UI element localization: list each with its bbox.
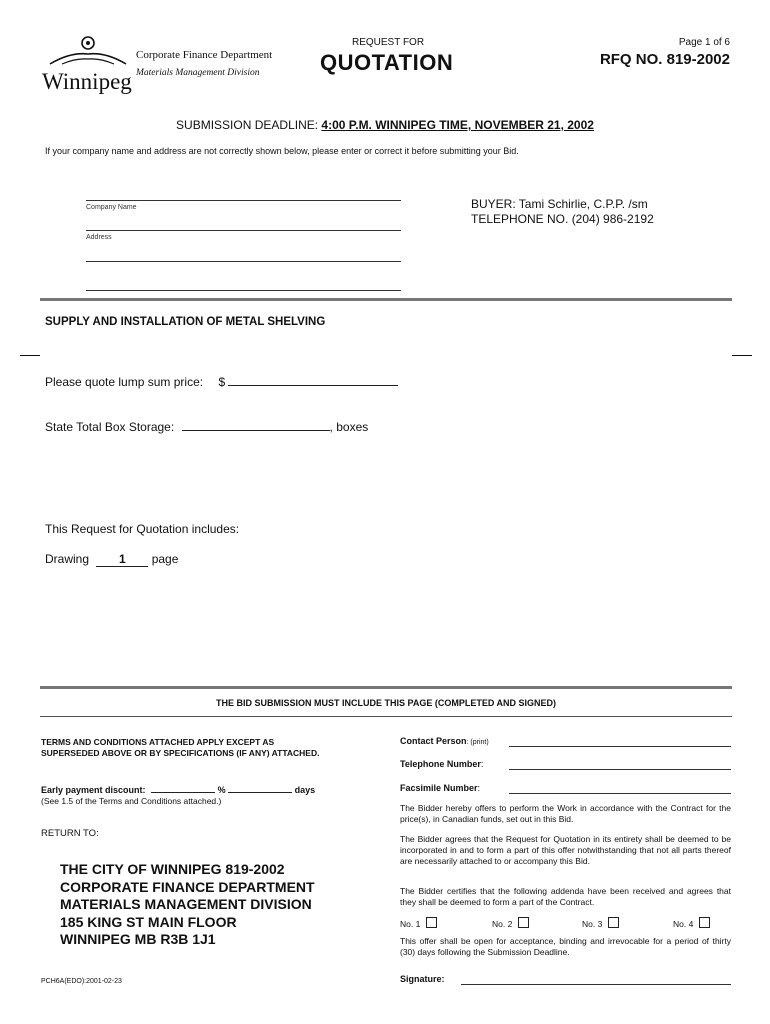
box-storage-row — [45, 419, 368, 434]
addenda-paragraph: The Bidder certifies that the following addenda have been received and agrees that they shall be deemed to form a part of the Contract. — [400, 886, 731, 907]
divider-top — [40, 298, 732, 301]
addendum-label: No. 4 — [673, 919, 694, 929]
margin-mark-left — [20, 355, 40, 356]
page-number: Page 1 of 6 — [678, 37, 730, 48]
quotation-title: QUOTATION — [320, 50, 454, 75]
addendum-2 — [492, 917, 529, 929]
telephone-number-label: Telephone Number — [400, 759, 481, 769]
contact-print-hint: : (print) — [466, 739, 489, 746]
terms-line-2: SUPERSEDED ABOVE OR BY SPECIFICATIONS (IF ANY) ATTACHED. — [41, 748, 320, 758]
address-field-2[interactable] — [86, 261, 401, 262]
lump-sum-field[interactable] — [228, 374, 398, 386]
address-line: MATERIALS MANAGEMENT DIVISION — [60, 896, 312, 912]
facsimile-number-label: Facsimile Number — [400, 783, 478, 793]
address-label: Address — [86, 234, 112, 241]
addendum-1-checkbox[interactable] — [426, 917, 437, 928]
city-emblem-icon — [40, 34, 130, 68]
currency-symbol: $ — [218, 375, 226, 389]
drawing-label: Drawing — [45, 552, 90, 566]
division-name: Materials Management Division — [136, 68, 260, 78]
addendum-2-checkbox[interactable] — [518, 917, 529, 928]
telephone-field[interactable] — [509, 769, 731, 770]
form-code: PCH6A(EDO):2001-02-23 — [41, 978, 122, 985]
addendum-4-checkbox[interactable] — [699, 917, 710, 928]
addendum-label: No. 3 — [582, 919, 603, 929]
early-payment-label: Early payment discount: — [41, 785, 146, 795]
addendum-label: No. 1 — [400, 919, 421, 929]
offer-paragraph: The Bidder hereby offers to perform the Work in accordance with the Contract for the price(s), in Canadian funds, set out in this Bid. — [400, 803, 731, 824]
drawing-row — [45, 552, 178, 567]
divider-bid-top — [40, 686, 732, 689]
buyer-name: BUYER: Tami Schirlie, C.P.P. /sm — [471, 197, 648, 211]
addendum-label: No. 2 — [492, 919, 513, 929]
lump-sum-label: Please quote lump sum price: — [45, 375, 204, 389]
signature-field[interactable] — [461, 984, 731, 985]
divider-bid-bottom — [40, 716, 732, 717]
percent-sign: % — [217, 785, 226, 795]
company-name-field[interactable] — [86, 200, 401, 201]
deadline-label: SUBMISSION DEADLINE: — [176, 118, 319, 132]
drawing-count: 1 — [119, 552, 126, 566]
addendum-3 — [582, 917, 619, 929]
signature-label: Signature: — [400, 974, 445, 984]
addendum-3-checkbox[interactable] — [608, 917, 619, 928]
company-name-label: Company Name — [86, 204, 137, 211]
early-payment-note: (See 1.5 of the Terms and Conditions attached.) — [41, 796, 222, 806]
bid-banner: THE BID SUBMISSION MUST INCLUDE THIS PAGE (COMPLETED AND SIGNED) — [215, 698, 556, 708]
address-line: WINNIPEG MB R3B 1J1 — [60, 931, 216, 947]
return-address — [60, 861, 315, 949]
rfq-title: SUPPLY AND INSTALLATION OF METAL SHELVING — [45, 316, 326, 328]
contact-person-field[interactable] — [509, 746, 731, 747]
addendum-4 — [673, 917, 710, 929]
address-field-3[interactable] — [86, 290, 401, 291]
early-payment-row — [41, 783, 315, 795]
address-line: CORPORATE FINANCE DEPARTMENT — [60, 878, 315, 895]
incorporation-paragraph: The Bidder agrees that the Request for Quotation in its entirety shall be deemed to be incorporated in and to form a part of this offer notwithstanding that not all parts thereof are necessarily attached to or accompany this Bid. — [400, 834, 731, 866]
terms-line-1: TERMS AND CONDITIONS ATTACHED APPLY EXCEPT AS — [41, 737, 275, 747]
logo-wordmark: Winnipeg — [42, 69, 132, 94]
drawing-suffix: page — [151, 552, 179, 566]
discount-percent-field[interactable] — [151, 783, 215, 793]
request-for-label: REQUEST FOR — [352, 37, 425, 48]
city-logo — [40, 34, 130, 96]
box-storage-field[interactable] — [182, 419, 330, 431]
discount-days-field[interactable] — [228, 783, 292, 793]
boxes-suffix: , boxes — [329, 420, 369, 434]
facsimile-label: Facsimile Number: — [400, 783, 481, 793]
drawing-count-field[interactable] — [96, 552, 148, 567]
submission-deadline — [0, 118, 770, 132]
days-label: days — [294, 785, 316, 795]
facsimile-field[interactable] — [509, 793, 731, 794]
address-line: THE CITY OF WINNIPEG 819-2002 — [60, 861, 285, 877]
contact-person-row — [400, 736, 489, 746]
return-to-label: RETURN TO: — [41, 828, 99, 839]
contact-person-label: Contact Person — [400, 736, 467, 746]
margin-mark-right — [732, 355, 752, 356]
buyer-telephone: TELEPHONE NO. (204) 986-2192 — [471, 212, 654, 226]
correction-note: If your company name and address are not correctly shown below, please enter or correct it before submitting your Bid. — [45, 146, 519, 156]
addendum-1 — [400, 917, 437, 929]
lump-sum-row — [45, 374, 398, 389]
address-line: 185 KING ST MAIN FLOOR — [60, 913, 237, 930]
department-name: Corporate Finance Department — [136, 49, 273, 61]
telephone-label: Telephone Number: — [400, 759, 484, 769]
deadline-value: 4:00 P.M. WINNIPEG TIME, NOVEMBER 21, 2002 — [321, 118, 594, 132]
includes-label: This Request for Quotation includes: — [45, 522, 240, 536]
validity-paragraph: This offer shall be open for acceptance, binding and irrevocable for a period of thirty (30) days following the Submission Deadline. — [400, 936, 731, 957]
rfq-number: RFQ NO. 819-2002 — [599, 51, 730, 68]
address-field-1[interactable] — [86, 230, 401, 231]
box-storage-label: State Total Box Storage: — [45, 420, 175, 434]
